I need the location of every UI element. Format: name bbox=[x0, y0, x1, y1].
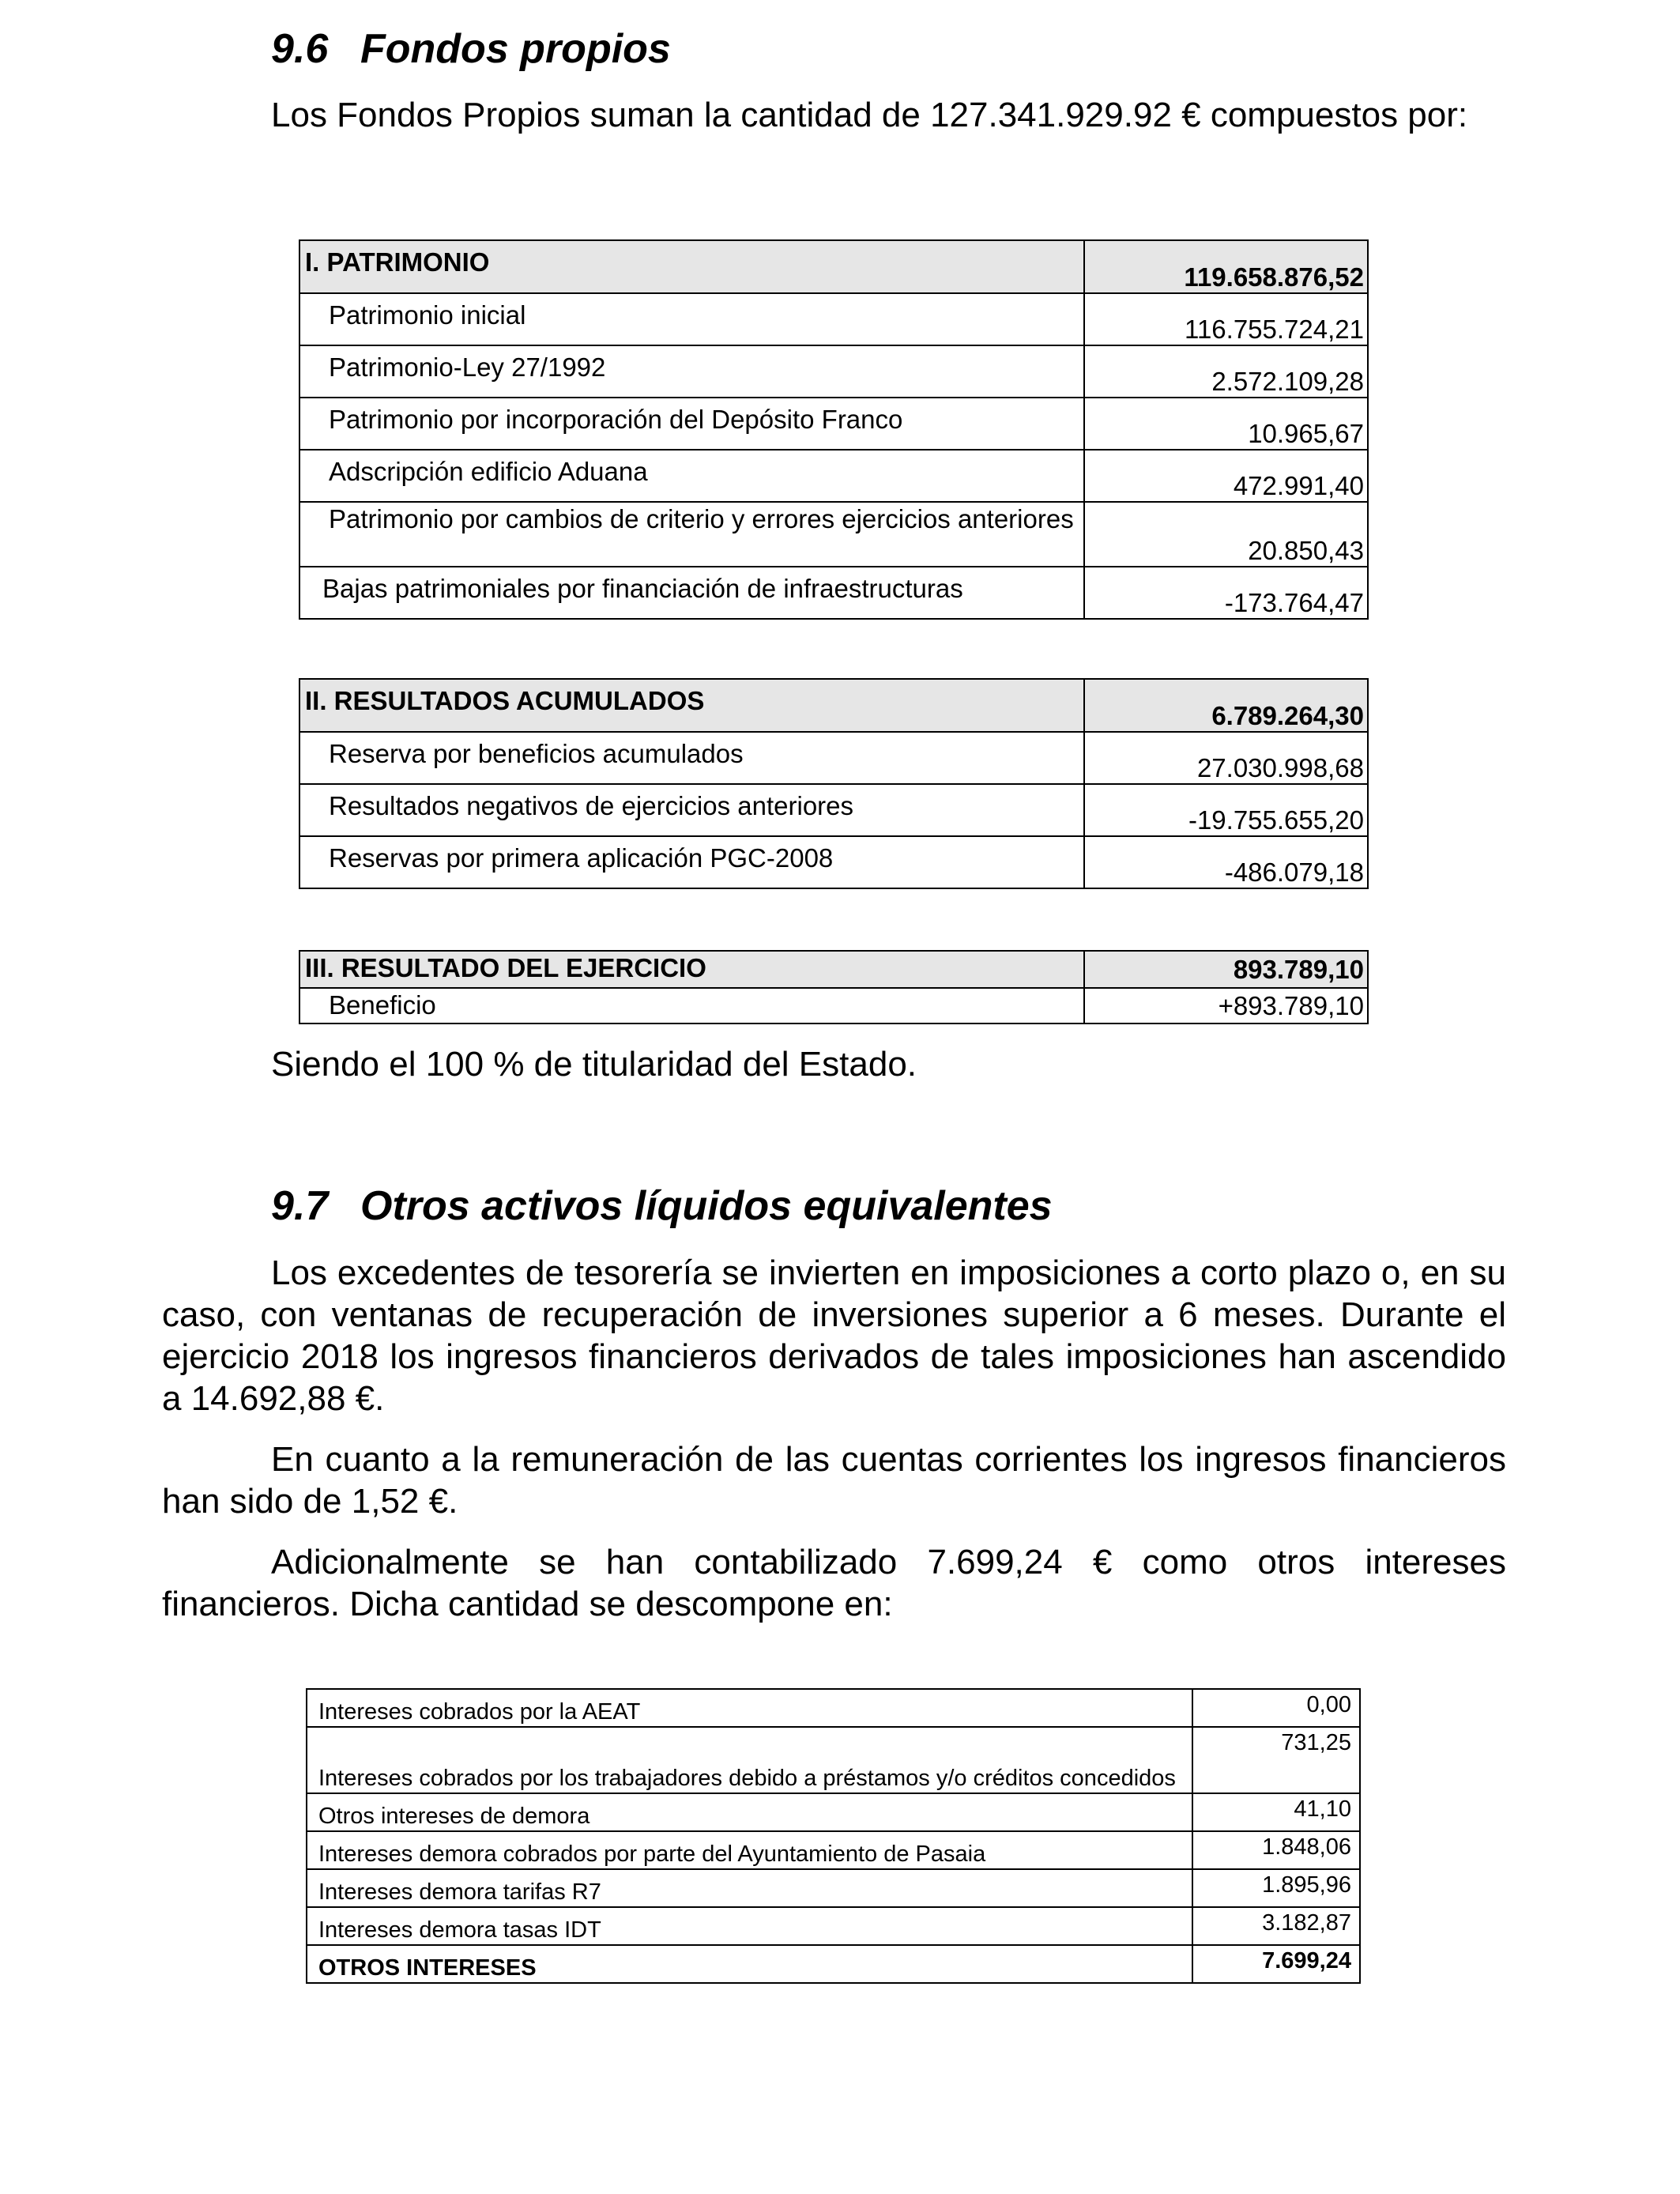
row-value: -486.079,18 bbox=[1084, 836, 1368, 888]
row-value: 2.572.109,28 bbox=[1084, 345, 1368, 398]
paragraph-cuentas-corrientes: En cuanto a la remuneración de las cuentas corrientes los ingresos financieros han sido de 1,52 €. bbox=[162, 1440, 1506, 1521]
patrimonio-table bbox=[299, 239, 1369, 620]
row-value: 10.965,67 bbox=[1084, 398, 1368, 450]
table-row bbox=[307, 1727, 1360, 1793]
resultado-ejercicio-table bbox=[299, 950, 1369, 1024]
resultado-ejercicio-header-row bbox=[299, 951, 1368, 988]
table-row bbox=[307, 1869, 1360, 1907]
table-row bbox=[307, 1689, 1360, 1727]
row-value: 731,25 bbox=[1192, 1727, 1360, 1793]
section-heading-9-6 bbox=[271, 24, 671, 74]
row-label: Patrimonio-Ley 27/1992 bbox=[299, 345, 1084, 398]
row-value: -173.764,47 bbox=[1084, 567, 1368, 619]
table-row bbox=[307, 1831, 1360, 1869]
row-value: 472.991,40 bbox=[1084, 450, 1368, 502]
section-title: Fondos propios bbox=[360, 26, 671, 72]
row-label: Resultados negativos de ejercicios anteriores bbox=[299, 784, 1084, 836]
table-row bbox=[299, 398, 1368, 450]
table-row bbox=[299, 988, 1368, 1023]
table-row bbox=[307, 1907, 1360, 1945]
titularidad-note: Siendo el 100 % de titularidad del Estado. bbox=[271, 1045, 917, 1084]
section-number: 9.6 bbox=[271, 26, 329, 72]
total-value: 7.699,24 bbox=[1192, 1945, 1360, 1983]
row-label: Beneficio bbox=[299, 988, 1084, 1023]
row-label: Patrimonio por incorporación del Depósito Franco bbox=[299, 398, 1084, 450]
resultados-acumulados-table bbox=[299, 678, 1369, 889]
row-value: -19.755.655,20 bbox=[1084, 784, 1368, 836]
row-value: 1.848,06 bbox=[1192, 1831, 1360, 1869]
section-title: Otros activos líquidos equivalentes bbox=[360, 1183, 1053, 1229]
row-label: Intereses demora tasas IDT bbox=[307, 1907, 1192, 1945]
row-label: Reserva por beneficios acumulados bbox=[299, 732, 1084, 784]
row-label: Intereses demora cobrados por parte del Ayuntamiento de Pasaia bbox=[307, 1831, 1192, 1869]
row-value: 0,00 bbox=[1192, 1689, 1360, 1727]
row-value: 41,10 bbox=[1192, 1793, 1360, 1831]
patrimonio-header-row bbox=[299, 240, 1368, 293]
table-row bbox=[307, 1793, 1360, 1831]
patrimonio-header-value: 119.658.876,52 bbox=[1084, 240, 1368, 293]
fondos-propios-intro: Los Fondos Propios suman la cantidad de 127.341.929.92 € compuestos por: bbox=[271, 96, 1468, 134]
table-row bbox=[299, 293, 1368, 345]
resultados-acumulados-header-label: II. RESULTADOS ACUMULADOS bbox=[299, 679, 1084, 732]
row-label: Patrimonio por cambios de criterio y errores ejercicios anteriores bbox=[299, 502, 1084, 567]
section-number: 9.7 bbox=[271, 1183, 329, 1229]
row-value: 20.850,43 bbox=[1084, 502, 1368, 567]
row-label: Intereses cobrados por la AEAT bbox=[307, 1689, 1192, 1727]
section-heading-9-7 bbox=[271, 1181, 1053, 1231]
row-label: Bajas patrimoniales por financiación de infraestructuras bbox=[299, 567, 1084, 619]
table-row bbox=[299, 502, 1368, 567]
table-row bbox=[299, 345, 1368, 398]
paragraph-otros-intereses: Adicionalmente se han contabilizado 7.699,24 € como otros intereses financieros. Dicha cantidad se descompone en: bbox=[162, 1543, 1506, 1623]
row-label: Intereses demora tarifas R7 bbox=[307, 1869, 1192, 1907]
table-row bbox=[299, 836, 1368, 888]
resultados-acumulados-header-value: 6.789.264,30 bbox=[1084, 679, 1368, 732]
row-value: 116.755.724,21 bbox=[1084, 293, 1368, 345]
row-label: Otros intereses de demora bbox=[307, 1793, 1192, 1831]
row-value: +893.789,10 bbox=[1084, 988, 1368, 1023]
intereses-total-row bbox=[307, 1945, 1360, 1983]
row-label: Patrimonio inicial bbox=[299, 293, 1084, 345]
resultado-ejercicio-header-value: 893.789,10 bbox=[1084, 951, 1368, 988]
total-label: OTROS INTERESES bbox=[307, 1945, 1192, 1983]
table-row bbox=[299, 732, 1368, 784]
resultado-ejercicio-header-label: III. RESULTADO DEL EJERCICIO bbox=[299, 951, 1084, 988]
table-row bbox=[299, 450, 1368, 502]
row-label: Adscripción edificio Aduana bbox=[299, 450, 1084, 502]
intereses-table bbox=[306, 1688, 1361, 1984]
patrimonio-header-label: I. PATRIMONIO bbox=[299, 240, 1084, 293]
row-label: Intereses cobrados por los trabajadores debido a préstamos y/o créditos concedidos bbox=[307, 1727, 1192, 1793]
table-row bbox=[299, 567, 1368, 619]
row-value: 27.030.998,68 bbox=[1084, 732, 1368, 784]
paragraph-excedentes: Los excedentes de tesorería se invierten en imposiciones a corto plazo o, en su caso, con ventanas de recuperación de inversiones superior a 6 meses. Durante el ejercicio 2018 los ingresos financieros derivados de tales imposiciones han ascendido a 14.692,88 €. bbox=[162, 1253, 1506, 1418]
table-row bbox=[299, 784, 1368, 836]
row-value: 3.182,87 bbox=[1192, 1907, 1360, 1945]
row-value: 1.895,96 bbox=[1192, 1869, 1360, 1907]
row-label: Reservas por primera aplicación PGC-2008 bbox=[299, 836, 1084, 888]
resultados-acumulados-header-row bbox=[299, 679, 1368, 732]
